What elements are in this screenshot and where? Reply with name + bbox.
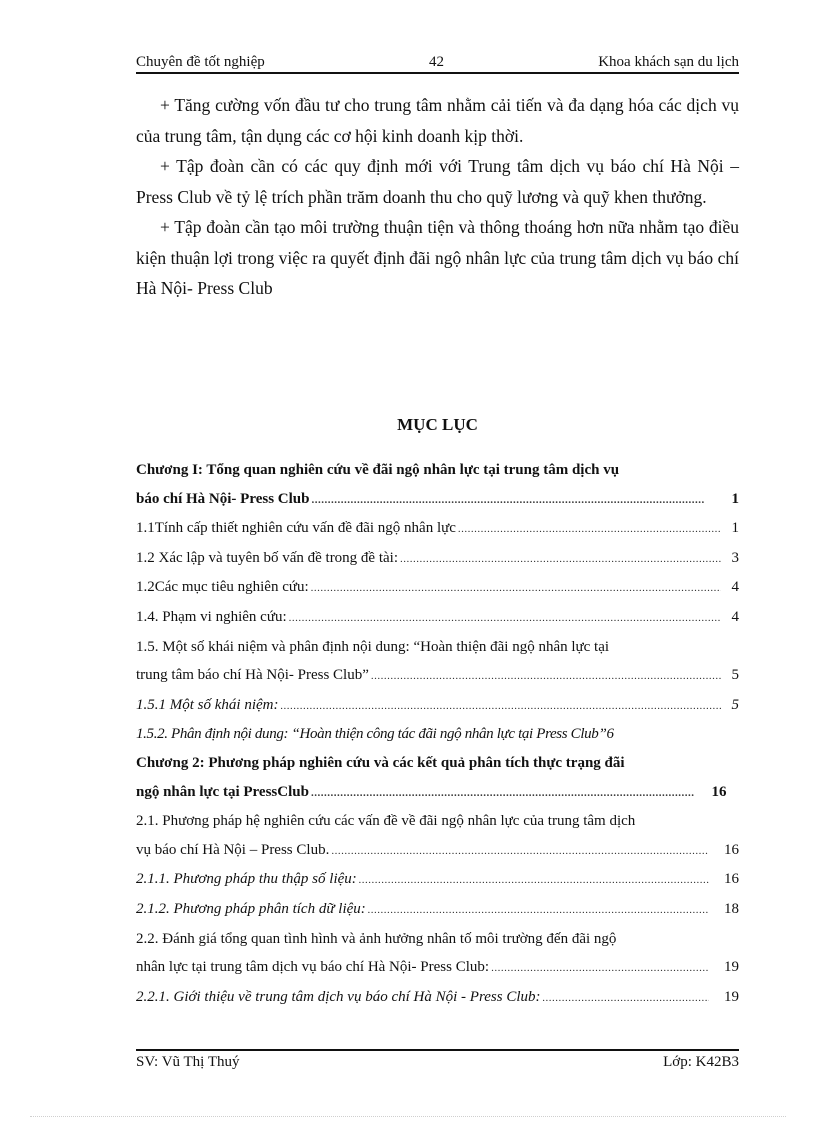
toc-page-number: 4 xyxy=(731,579,739,596)
leader-dots xyxy=(398,545,721,574)
toc-entry-text: Chương I: Tổng quan nghiên cứu về đãi ngộ nhân lực tại trung tâm dịch vụ xyxy=(136,462,620,478)
toc-entry[interactable] xyxy=(136,573,739,603)
toc-entry-text: 1.1Tính cấp thiết nghiên cứu vấn đề đãi ngộ nhân lực xyxy=(136,520,456,537)
toc-entry-text: 1.4. Phạm vi nghiên cứu: xyxy=(136,608,287,625)
toc-entry-text: báo chí Hà Nội- Press Club xyxy=(136,490,310,507)
toc-entry-text: 2.1.1. Phương pháp thu thập số liệu: xyxy=(136,871,357,888)
footer-class: Lớp: K42B3 xyxy=(663,1054,739,1070)
toc-page-number: 3 xyxy=(731,549,739,566)
footer-student: SV: Vũ Thị Thuý xyxy=(136,1054,240,1070)
toc-page-number: 6 xyxy=(606,726,614,743)
toc-entry[interactable] xyxy=(136,691,739,721)
leader-dots xyxy=(541,984,710,1013)
leader-dots xyxy=(310,486,706,515)
header-rule xyxy=(136,72,739,74)
leader-dots xyxy=(366,896,709,925)
toc-entry-text: nhân lực tại trung tâm dịch vụ báo chí Hà Nội- Press Club: xyxy=(136,959,490,976)
header-faculty: Khoa khách sạn du lịch xyxy=(598,54,739,70)
toc-entry-text: 2.2. Đánh giá tổng quan tình hình và ảnh hưởng nhân tố môi trường đến đãi ngộ xyxy=(136,930,617,947)
footer-rule xyxy=(136,1049,739,1051)
paragraph: + Tăng cường vốn đầu tư cho trung tâm nhằm cải tiến và đa dạng hóa các dịch vụ của trung tâm, tận dụng các cơ hội kinh doanh kịp thời. xyxy=(136,95,739,146)
page-number: 42 xyxy=(429,54,444,70)
toc-page-number: 16 xyxy=(711,783,727,800)
toc-entry-text: 1.5. Một số khái niệm và phân định nội dung: “Hoàn thiện đãi ngộ nhân lực tại xyxy=(136,638,610,655)
page-header xyxy=(136,49,739,71)
toc-entry[interactable] xyxy=(136,720,739,749)
page-edge xyxy=(30,1116,786,1117)
toc-entry-text: 2.1. Phương pháp hệ nghiên cứu các vấn đề về đãi ngộ nhân lực của trung tâm dịch xyxy=(136,813,636,830)
toc-entry-text: ngộ nhân lực tại PressClub xyxy=(136,783,309,800)
paragraph: + Tập đoàn cần có các quy định mới với Trung tâm dịch vụ báo chí Hà Nội – Press Club về tỷ lệ trích phần trăm doanh thu cho quỹ lương và quỹ khen thưởng. xyxy=(136,156,739,207)
toc-entry-text: 1.5.1 Một số khái niệm: xyxy=(136,696,279,713)
leader-dots xyxy=(287,604,721,633)
toc-page-number: 4 xyxy=(731,608,739,625)
toc-page-number: 5 xyxy=(731,696,739,713)
toc-entry-text: 1.2Các mục tiêu nghiên cứu: xyxy=(136,579,309,596)
leader-dots xyxy=(456,515,721,544)
toc-entry-text: 2.2.1. Giới thiệu về trung tâm dịch vụ báo chí Hà Nội - Press Club: xyxy=(136,988,541,1005)
table-of-contents xyxy=(136,456,739,1012)
toc-page-number: 19 xyxy=(724,959,739,976)
toc-entry-text: Chương 2: Phương pháp nghiên cứu và các kết quả phân tích thực trạng đãi xyxy=(136,754,625,771)
toc-entry[interactable] xyxy=(136,925,739,983)
toc-entry[interactable] xyxy=(136,603,739,633)
leader-dots xyxy=(369,662,721,691)
leader-dots xyxy=(309,779,695,808)
toc-entry[interactable] xyxy=(136,895,739,925)
toc-page-number: 1 xyxy=(731,520,739,537)
toc-entry-text: vụ báo chí Hà Nội – Press Club. xyxy=(136,841,330,858)
toc-page-number: 1 xyxy=(731,490,739,507)
toc-entry-text: trung tâm báo chí Hà Nội- Press Club” xyxy=(136,667,369,684)
toc-entry[interactable] xyxy=(136,983,739,1013)
leader-dots xyxy=(489,954,709,983)
toc-page-number: 19 xyxy=(724,988,739,1005)
toc-entry-text: 1.5.2. Phân định nội dung: “Hoàn thiện công tác đãi ngộ nhân lực tại Press Club” xyxy=(136,726,607,743)
leader-dots xyxy=(329,837,709,866)
leader-dots xyxy=(278,692,721,721)
toc-page-number: 16 xyxy=(724,841,739,858)
toc-page-number: 5 xyxy=(731,667,739,684)
toc-entry[interactable] xyxy=(136,865,739,895)
leader-dots xyxy=(309,574,721,603)
leader-dots xyxy=(357,866,709,895)
toc-entry[interactable] xyxy=(136,807,739,865)
toc-entry-text: 2.1.2. Phương pháp phân tích dữ liệu: xyxy=(136,900,366,917)
paragraph: + Tập đoàn cần tạo môi trường thuận tiện và thông thoáng hơn nữa nhằm tạo điều kiện thuận lợi trong việc ra quyết định đãi ngộ nhân lực của trung tâm dịch vụ báo chí Hà Nội- Press Club xyxy=(136,217,739,298)
toc-entry[interactable] xyxy=(136,633,739,691)
toc-entry[interactable] xyxy=(136,456,739,514)
toc-entry[interactable] xyxy=(136,544,739,574)
toc-entry[interactable] xyxy=(136,514,739,544)
header-title: Chuyên đề tốt nghiệp xyxy=(136,54,265,70)
toc-title: MỤC LỤC xyxy=(397,415,478,434)
page-footer xyxy=(136,1054,739,1071)
toc-entry-text: 1.2 Xác lập và tuyên bố vấn đề trong đề tài: xyxy=(136,549,399,566)
toc-page-number: 16 xyxy=(724,871,739,888)
toc-page-number: 18 xyxy=(724,900,739,917)
body-text xyxy=(136,90,739,304)
toc-entry[interactable] xyxy=(136,749,739,807)
